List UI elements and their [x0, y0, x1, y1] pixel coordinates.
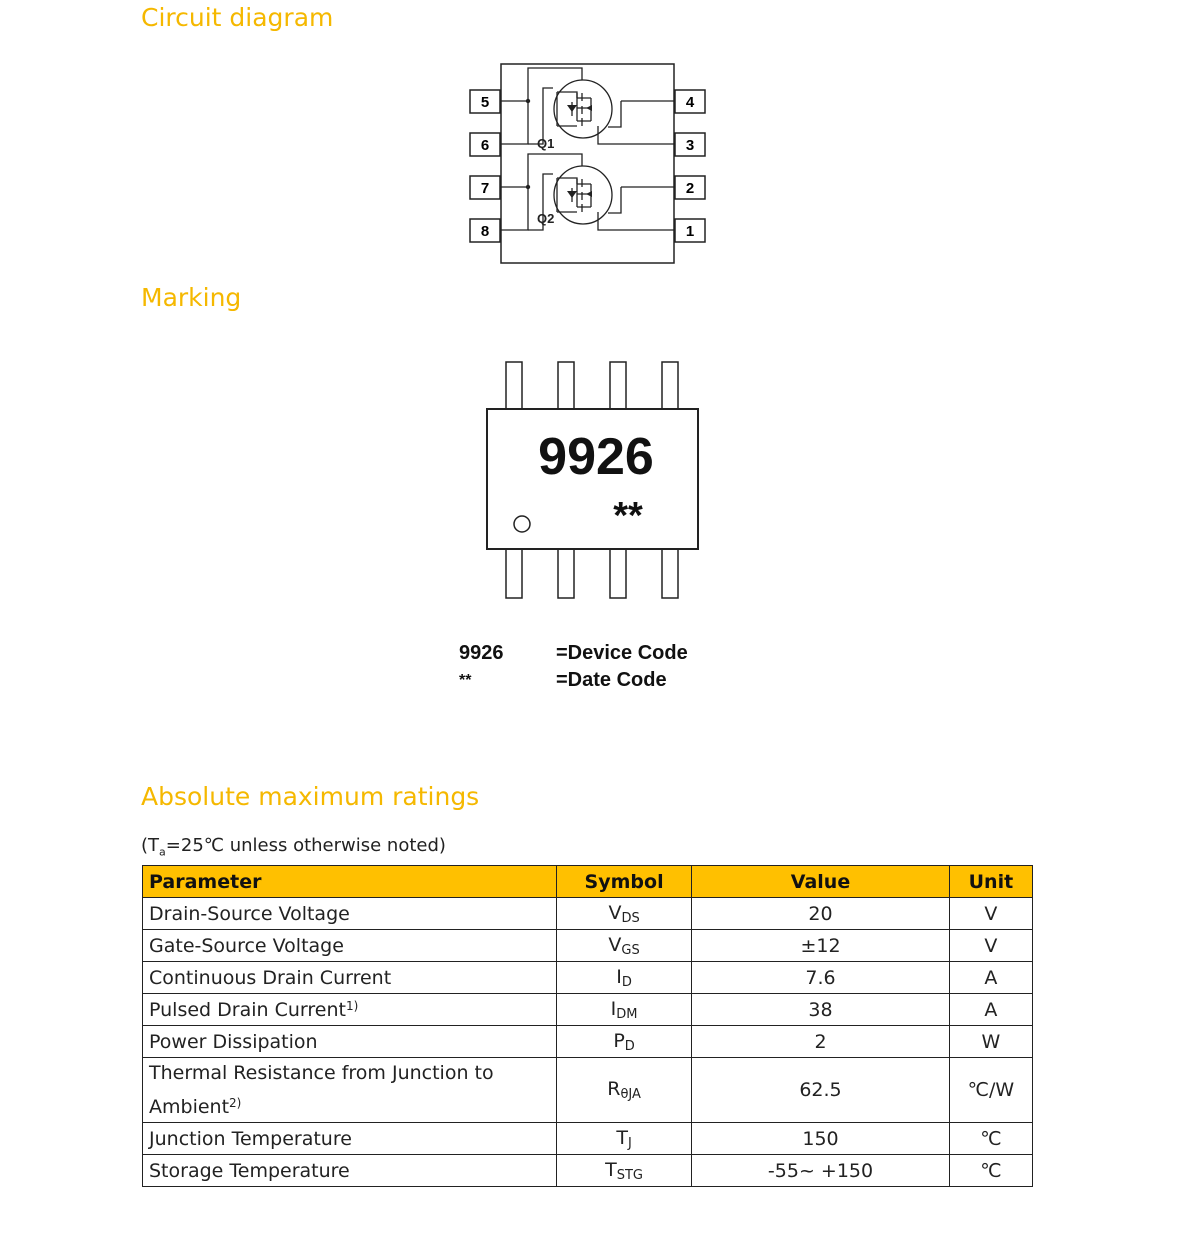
svg-text:8: 8 [480, 223, 490, 240]
symbol-cell: $P_D$ [556, 1026, 691, 1058]
date-code-mark: ** [613, 495, 643, 537]
circuit-diagram-heading: Circuit diagram [141, 3, 334, 32]
svg-text:4: 4 [685, 94, 695, 111]
device-code-mark: 9926 [538, 428, 654, 486]
value-cell: 7.6 [692, 962, 950, 994]
symbol-cell: $I_D$ [556, 962, 691, 994]
col-header-value: Value [692, 866, 950, 898]
pin-6 [470, 133, 500, 156]
svg-text:3: 3 [685, 137, 695, 154]
marking-package-diagram [480, 356, 710, 606]
table-row [143, 930, 1033, 962]
col-header-parameter: Parameter [143, 866, 557, 898]
unit-cell: W [949, 1026, 1032, 1058]
value-cell: 62.5 [692, 1058, 950, 1123]
circuit-diagram [460, 56, 720, 268]
pin-3 [675, 133, 705, 156]
unit-cell: ℃/W [949, 1058, 1032, 1123]
parameter-cell: Continuous Drain Current [143, 962, 557, 994]
legend-value: =Date Code [556, 669, 667, 691]
unit-cell: ℃ [949, 1155, 1032, 1187]
table-row [143, 994, 1033, 1026]
value-cell: ±12 [692, 930, 950, 962]
table-row [143, 1026, 1033, 1058]
parameter-cell: Gate-Source Voltage [143, 930, 557, 962]
marking-heading: Marking [141, 283, 242, 312]
legend-key: 9926 [459, 642, 504, 664]
parameter-cell: Pulsed Drain Current$^{1)}$ [143, 994, 557, 1026]
pin-5 [470, 90, 500, 113]
pin-1 [675, 219, 705, 242]
ratings-table [142, 865, 1033, 1187]
unit-cell: A [949, 962, 1032, 994]
symbol-cell: $T_{STG}$ [556, 1155, 691, 1187]
legend-key: ** [459, 671, 472, 689]
symbol-cell: $V_{DS}$ [556, 898, 691, 930]
legend-row [459, 640, 688, 667]
pin-2 [675, 176, 705, 199]
pin-4 [675, 90, 705, 113]
unit-cell: A [949, 994, 1032, 1026]
svg-text:7: 7 [480, 180, 490, 197]
col-header-unit: Unit [949, 866, 1032, 898]
symbol-cell: $V_{GS}$ [556, 930, 691, 962]
unit-cell: ℃ [949, 1123, 1032, 1155]
parameter-cell: Thermal Resistance from Junction to Ambient$^{2)}$ [143, 1058, 557, 1123]
col-header-symbol: Symbol [556, 866, 691, 898]
symbol-cell: $R_{\theta JA}$ [556, 1058, 691, 1123]
svg-text:5: 5 [480, 94, 490, 111]
svg-text:2: 2 [685, 180, 695, 197]
unit-cell: V [949, 898, 1032, 930]
svg-text:6: 6 [480, 137, 490, 154]
pin-8 [470, 219, 500, 242]
symbol-cell: $I_{DM}$ [556, 994, 691, 1026]
pin-7 [470, 176, 500, 199]
table-row [143, 898, 1033, 930]
q1-label: Q1 [537, 136, 555, 151]
q2-label: Q2 [537, 211, 555, 226]
symbol-cell: $T_J$ [556, 1123, 691, 1155]
table-row [143, 962, 1033, 994]
value-cell: 150 [692, 1123, 950, 1155]
value-cell: 2 [692, 1026, 950, 1058]
svg-text:1: 1 [685, 223, 695, 240]
marking-legend [459, 640, 688, 694]
table-row [143, 1123, 1033, 1155]
parameter-cell: Junction Temperature [143, 1123, 557, 1155]
unit-cell: V [949, 930, 1032, 962]
table-header-row [143, 866, 1033, 898]
legend-value: =Device Code [556, 642, 688, 664]
value-cell: 20 [692, 898, 950, 930]
parameter-cell: Drain-Source Voltage [143, 898, 557, 930]
legend-row [459, 667, 688, 694]
table-row [143, 1155, 1033, 1187]
value-cell: -55~ +150 [692, 1155, 950, 1187]
value-cell: 38 [692, 994, 950, 1026]
parameter-cell: Power Dissipation [143, 1026, 557, 1058]
parameter-cell: Storage Temperature [143, 1155, 557, 1187]
conditions-note: ($T_a=25℃$ unless otherwise noted) [141, 835, 446, 859]
table-row [143, 1058, 1033, 1123]
ratings-heading: Absolute maximum ratings [141, 782, 480, 811]
